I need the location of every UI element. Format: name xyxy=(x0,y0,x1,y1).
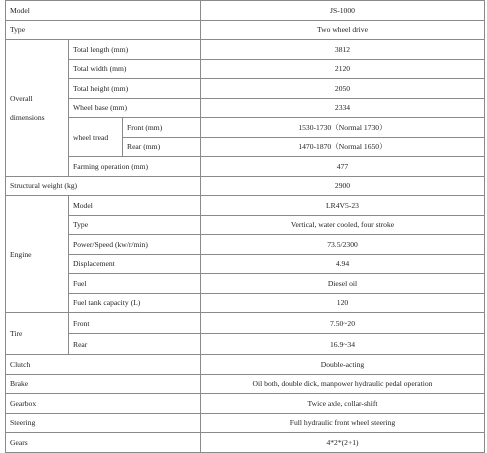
value-structural-weight: 2900 xyxy=(201,176,485,196)
row-tire-front xyxy=(6,313,485,334)
label-model: Model xyxy=(6,1,201,21)
label-total-height: Total height (mm) xyxy=(69,79,201,99)
value-brake: Oil both, double dick, manpower hydraulic pedal operation xyxy=(201,374,485,394)
label-displacement: Displacement xyxy=(69,254,201,274)
row-type xyxy=(6,20,485,40)
value-type: Two wheel drive xyxy=(201,20,485,40)
label-tread-rear: Rear (mm) xyxy=(123,137,201,157)
label-wheel-base: Wheel base (mm) xyxy=(69,98,201,118)
row-engine-model xyxy=(6,196,485,216)
value-engine-type: Vertical, water cooled, four stroke xyxy=(201,215,485,235)
row-displacement xyxy=(6,254,485,274)
value-gears: 4*2*(2+1) xyxy=(201,433,485,453)
label-brake: Brake xyxy=(6,374,201,394)
value-gearbox: Twice axle, collar-shift xyxy=(201,394,485,414)
label-structural-weight: Structural weight (kg) xyxy=(6,176,201,196)
label-power-speed: Power/Speed (kw/r/min) xyxy=(69,235,201,255)
label-tire-rear: Rear xyxy=(69,334,201,355)
spec-table xyxy=(5,0,485,453)
value-clutch: Double-acting xyxy=(201,355,485,375)
value-steering: Full hydraulic front wheel steering xyxy=(201,413,485,433)
label-engine: Engine xyxy=(6,196,69,313)
row-fuel-tank xyxy=(6,293,485,313)
row-tire-rear xyxy=(6,334,485,355)
label-tire-front: Front xyxy=(69,313,201,334)
row-farming-operation xyxy=(6,157,485,177)
row-wheel-base xyxy=(6,98,485,118)
value-displacement: 4.94 xyxy=(201,254,485,274)
label-tire: Tire xyxy=(6,313,69,355)
value-model: JS-1000 xyxy=(201,1,485,21)
label-overall-dimensions: Overall dimensions xyxy=(6,40,69,177)
value-total-height: 2050 xyxy=(201,79,485,99)
value-total-width: 2120 xyxy=(201,59,485,79)
label-total-length: Total length (mm) xyxy=(69,40,201,60)
value-tread-front: 1530-1730（Normal 1730） xyxy=(201,118,485,138)
value-wheel-base: 2334 xyxy=(201,98,485,118)
label-steering: Steering xyxy=(6,413,201,433)
label-total-width: Total width (mm) xyxy=(69,59,201,79)
row-engine-type xyxy=(6,215,485,235)
label-farming-operation: Farming operation (mm) xyxy=(69,157,201,177)
value-fuel-tank: 120 xyxy=(201,293,485,313)
row-wheel-tread-front xyxy=(6,118,485,138)
label-engine-model: Model xyxy=(69,196,201,216)
value-tire-rear: 16.9~34 xyxy=(201,334,485,355)
value-tire-front: 7.50~20 xyxy=(201,313,485,334)
row-gears xyxy=(6,433,485,453)
value-engine-model: LR4V5-23 xyxy=(201,196,485,216)
row-brake xyxy=(6,374,485,394)
row-structural-weight xyxy=(6,176,485,196)
row-steering xyxy=(6,413,485,433)
row-fuel xyxy=(6,274,485,294)
value-farming-operation: 477 xyxy=(201,157,485,177)
row-power-speed xyxy=(6,235,485,255)
label-fuel: Fuel xyxy=(69,274,201,294)
label-gears: Gears xyxy=(6,433,201,453)
label-clutch: Clutch xyxy=(6,355,201,375)
row-clutch xyxy=(6,355,485,375)
row-total-height xyxy=(6,79,485,99)
label-wheel-tread: wheel tread xyxy=(69,118,123,157)
label-engine-type: Type xyxy=(69,215,201,235)
value-fuel: Diesel oil xyxy=(201,274,485,294)
value-tread-rear: 1470-1870（Normal 1650） xyxy=(201,137,485,157)
label-fuel-tank: Fuel tank capacity (L) xyxy=(69,293,201,313)
label-gearbox: Gearbox xyxy=(6,394,201,414)
row-total-length xyxy=(6,40,485,60)
row-total-width xyxy=(6,59,485,79)
label-tread-front: Front (mm) xyxy=(123,118,201,138)
value-power-speed: 73.5/2300 xyxy=(201,235,485,255)
row-gearbox xyxy=(6,394,485,414)
row-model xyxy=(6,1,485,21)
value-total-length: 3812 xyxy=(201,40,485,60)
label-type: Type xyxy=(6,20,201,40)
